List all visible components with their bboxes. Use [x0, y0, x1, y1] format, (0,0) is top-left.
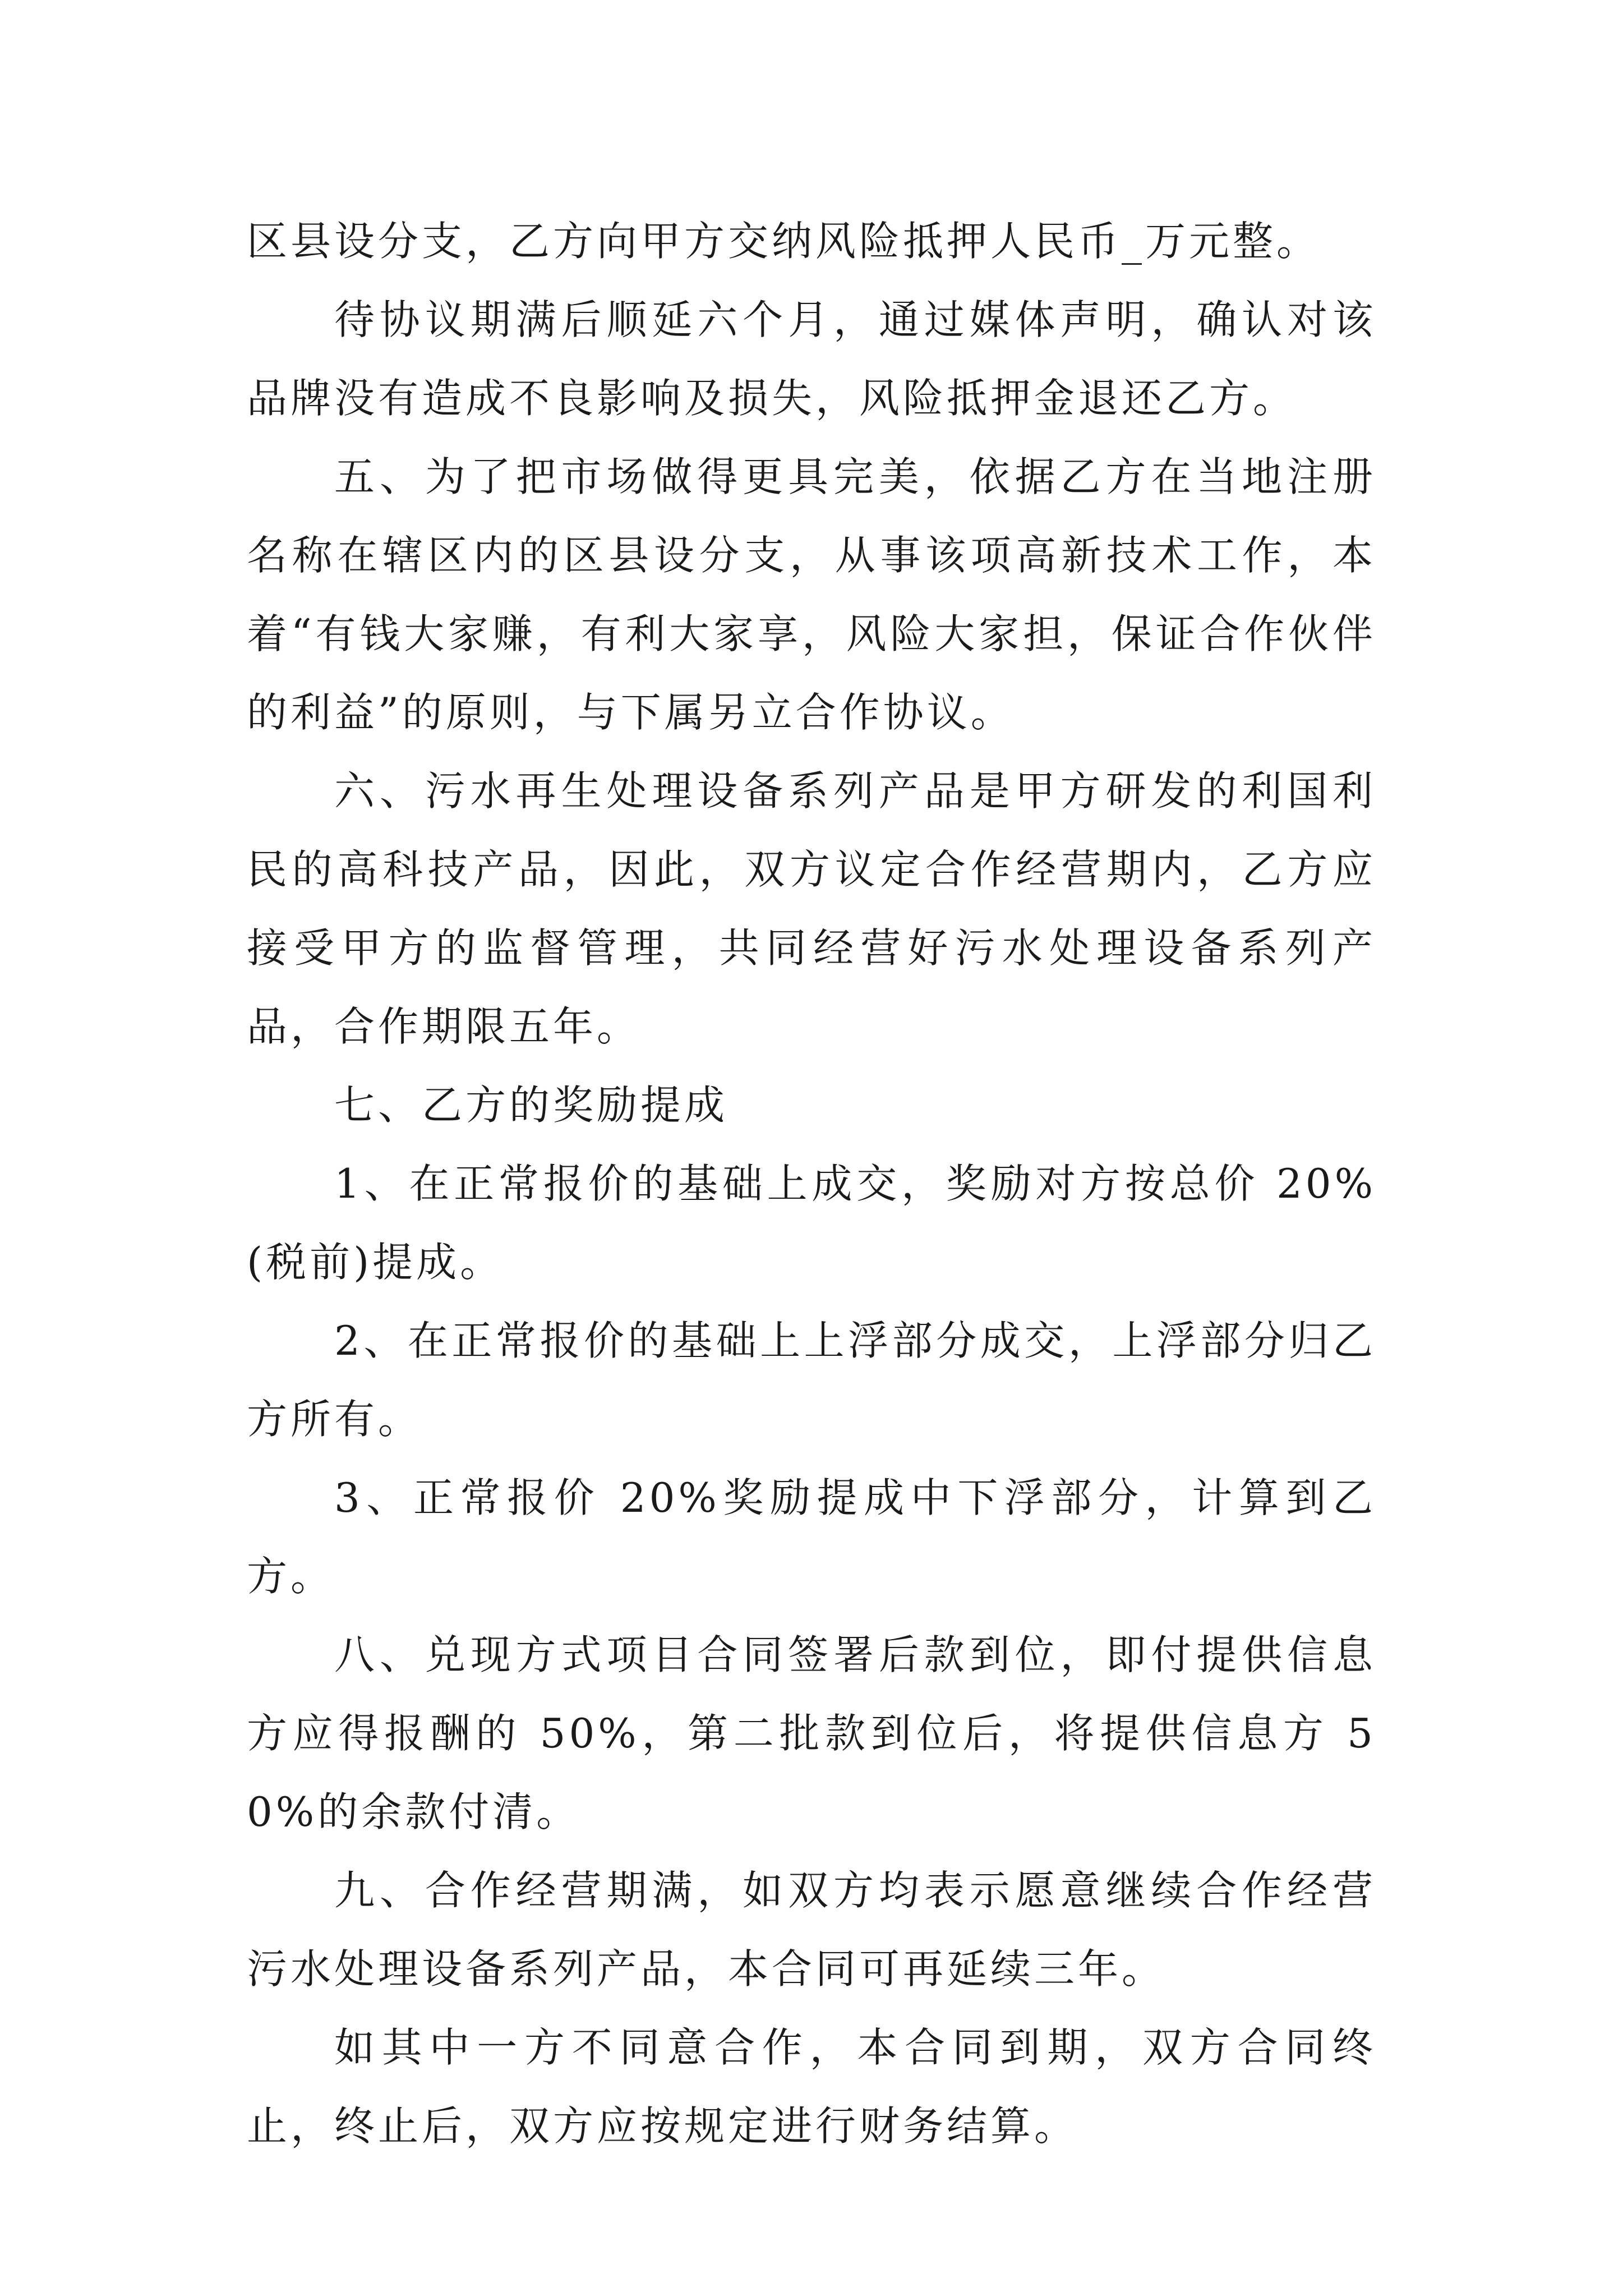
document-body: [247, 202, 1376, 2165]
paragraph-clause-9: 九、合作经营期满，如双方均表示愿意继续合作经营污水处理设备系列产品，本合同可再延续三年。: [247, 1867, 1376, 1993]
paragraph-deposit-refund: 待协议期满后顺延六个月，通过媒体声明，确认对该品牌没有造成不良影响及损失，风险抵押金退还乙方。: [247, 296, 1376, 422]
paragraph-clause-7-item-1: 1、在正常报价的基础上成交，奖励对方按总价 20%(税前)提成。: [247, 1160, 1376, 1286]
paragraph-clause-7-item-2: 2、在正常报价的基础上上浮部分成交，上浮部分归乙方所有。: [247, 1317, 1376, 1443]
paragraph-termination: 如其中一方不同意合作，本合同到期，双方合同终止，终止后，双方应按规定进行财务结算。: [247, 2024, 1376, 2150]
paragraph-clause-5: 五、为了把市场做得更具完美，依据乙方在当地注册名称在辖区内的区县设分支，从事该项高新技术工作，本着“有钱大家赚，有利大家享，风险大家担，保证合作伙伴的利益”的原则，与下属另立合作协议。: [247, 453, 1376, 736]
paragraph-clause-7-item-3: 3、正常报价 20%奖励提成中下浮部分，计算到乙方。: [247, 1474, 1376, 1600]
paragraph-clause-6: 六、污水再生处理设备系列产品是甲方研发的利国利民的高科技产品，因此，双方议定合作经营期内，乙方应接受甲方的监督管理，共同经营好污水处理设备系列产品，合作期限五年。: [247, 767, 1376, 1050]
paragraph-clause-7-heading: 七、乙方的奖励提成: [334, 1082, 728, 1129]
paragraph-clause-8: 八、兑现方式项目合同签署后款到位，即付提供信息方应得报酬的 50%，第二批款到位后，将提供信息方 50%的余款付清。: [247, 1631, 1376, 1835]
paragraph-risk-deposit: 区县设分支，乙方向甲方交纳风险抵押人民币_万元整。: [247, 218, 1321, 265]
